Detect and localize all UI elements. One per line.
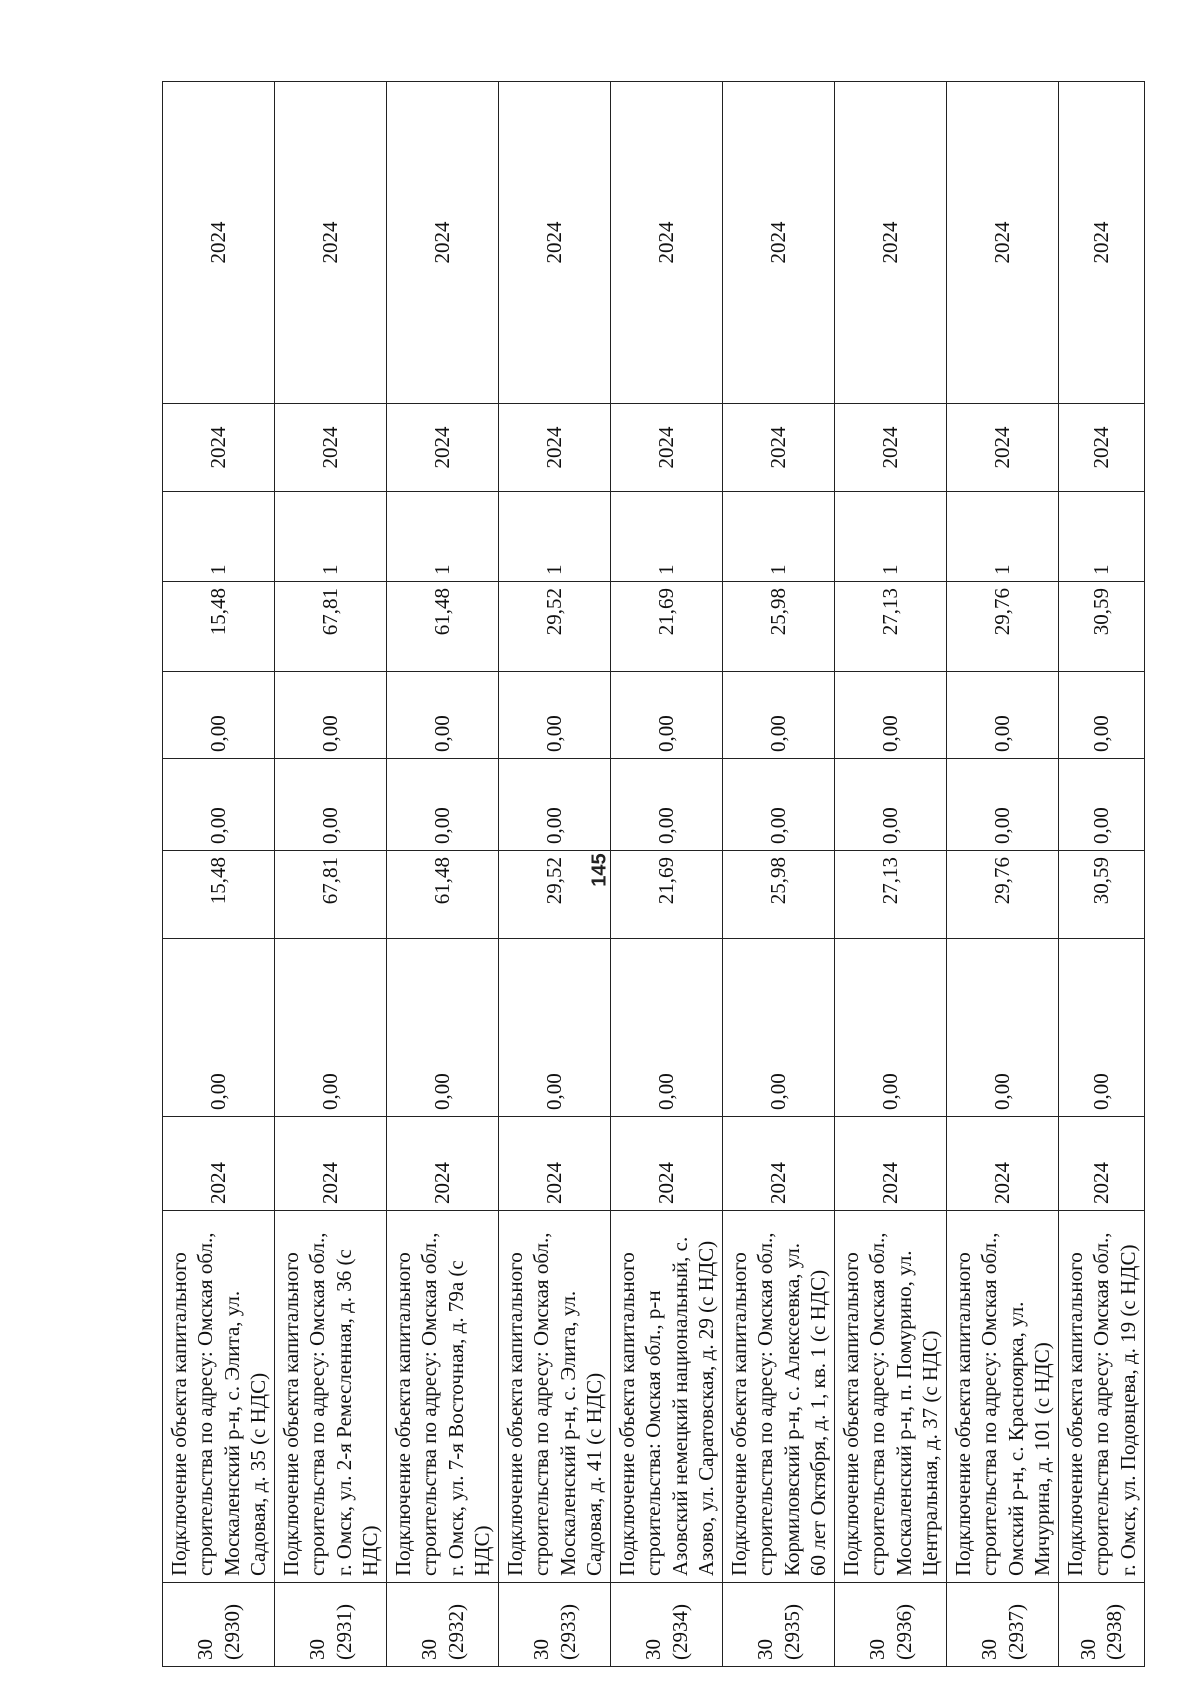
year-b-cell: 2024 [387, 82, 499, 404]
description-cell: Подключение объекта капитального строительства по адресу: Омская обл., Кормиловский р-н, с. Алексеевка, ул. 60 лет Октября, д. 1, кв. 1 (с НДС) [723, 1211, 835, 1583]
count-cell: 1 [611, 492, 723, 582]
row-number: 30 [977, 1639, 1002, 1660]
row-number-cell [723, 1583, 835, 1667]
table-body [163, 82, 1145, 1667]
year-a-cell: 2024 [611, 404, 723, 492]
value-4-cell: 0,00 [947, 672, 1059, 759]
value-1-cell: 0,00 [387, 939, 499, 1117]
row-number: 30 [641, 1639, 666, 1660]
value-1-cell: 0,00 [611, 939, 723, 1117]
value-2-cell: 29,76 [947, 851, 1059, 939]
value-5-cell: 29,76 [947, 582, 1059, 672]
row-number-cell [275, 1583, 387, 1667]
row-number: 30 [753, 1639, 778, 1660]
table-row [611, 82, 723, 1667]
row-number: 30 [529, 1639, 554, 1660]
value-1-cell: 0,00 [1059, 939, 1145, 1117]
value-2-cell: 29,52 [499, 851, 611, 939]
value-3-cell: 0,00 [163, 759, 275, 851]
data-table [162, 81, 1145, 1667]
year-start-cell: 2024 [1059, 1117, 1145, 1211]
row-code: (2934) [667, 1604, 692, 1660]
year-b-cell: 2024 [947, 82, 1059, 404]
value-3-cell: 0,00 [275, 759, 387, 851]
page-number: 145 [588, 853, 611, 887]
year-start-cell: 2024 [275, 1117, 387, 1211]
value-5-cell: 27,13 [835, 582, 947, 672]
row-number-cell [499, 1583, 611, 1667]
value-1-cell: 0,00 [947, 939, 1059, 1117]
table-row [387, 82, 499, 1667]
year-start-cell: 2024 [387, 1117, 499, 1211]
description-cell: Подключение объекта капитального строительства по адресу: Омская обл., г. Омск, ул. 7-я Восточная, д. 79а (с НДС) [387, 1211, 499, 1583]
value-1-cell: 0,00 [275, 939, 387, 1117]
value-5-cell: 61,48 [387, 582, 499, 672]
row-number-cell [1059, 1583, 1145, 1667]
row-code: (2938) [1102, 1604, 1127, 1660]
year-b-cell: 2024 [1059, 82, 1145, 404]
value-5-cell: 21,69 [611, 582, 723, 672]
year-b-cell: 2024 [275, 82, 387, 404]
rotated-table-container [162, 82, 1140, 1667]
value-3-cell: 0,00 [611, 759, 723, 851]
count-cell: 1 [499, 492, 611, 582]
value-2-cell: 25,98 [723, 851, 835, 939]
row-code: (2931) [331, 1604, 356, 1660]
year-b-cell: 2024 [499, 82, 611, 404]
year-start-cell: 2024 [499, 1117, 611, 1211]
value-3-cell: 0,00 [723, 759, 835, 851]
count-cell: 1 [387, 492, 499, 582]
description-cell: Подключение объекта капитального строительства по адресу: Омская обл., Москаленский р-н, с. Элита, ул. Садовая, д. 41 (с НДС) [499, 1211, 611, 1583]
value-5-cell: 25,98 [723, 582, 835, 672]
year-a-cell: 2024 [499, 404, 611, 492]
count-cell: 1 [1059, 492, 1145, 582]
table-row [947, 82, 1059, 1667]
table-row [835, 82, 947, 1667]
row-number-cell [835, 1583, 947, 1667]
value-4-cell: 0,00 [499, 672, 611, 759]
value-4-cell: 0,00 [835, 672, 947, 759]
value-4-cell: 0,00 [723, 672, 835, 759]
year-a-cell: 2024 [835, 404, 947, 492]
year-a-cell: 2024 [275, 404, 387, 492]
table-row [499, 82, 611, 1667]
value-5-cell: 30,59 [1059, 582, 1145, 672]
row-code: (2933) [555, 1604, 580, 1660]
description-cell: Подключение объекта капитального строительства по адресу: Омская обл., Омский р-н, с. Красноярка, ул. Мичурина, д. 101 (с НДС) [947, 1211, 1059, 1583]
value-2-cell: 30,59 [1059, 851, 1145, 939]
row-number-cell [387, 1583, 499, 1667]
count-cell: 1 [275, 492, 387, 582]
year-a-cell: 2024 [163, 404, 275, 492]
row-code: (2937) [1003, 1604, 1028, 1660]
description-cell: Подключение объекта капитального строительства по адресу: Омская обл., Москаленский р-н, с. Элита, ул. Садовая, д. 35 (с НДС) [163, 1211, 275, 1583]
year-b-cell: 2024 [611, 82, 723, 404]
value-3-cell: 0,00 [947, 759, 1059, 851]
row-code: (2935) [779, 1604, 804, 1660]
count-cell: 1 [723, 492, 835, 582]
table-row [1059, 82, 1145, 1667]
description-cell: Подключение объекта капитального строительства по адресу: Омская обл., г. Омск, ул. 2-я Ремесленная, д. 36 (с НДС) [275, 1211, 387, 1583]
table-row [163, 82, 275, 1667]
count-cell: 1 [163, 492, 275, 582]
count-cell: 1 [947, 492, 1059, 582]
value-2-cell: 21,69 [611, 851, 723, 939]
row-number: 30 [417, 1639, 442, 1660]
year-start-cell: 2024 [947, 1117, 1059, 1211]
value-1-cell: 0,00 [163, 939, 275, 1117]
row-number: 30 [865, 1639, 890, 1660]
year-start-cell: 2024 [163, 1117, 275, 1211]
year-b-cell: 2024 [723, 82, 835, 404]
value-2-cell: 67,81 [275, 851, 387, 939]
value-2-cell: 27,13 [835, 851, 947, 939]
value-5-cell: 67,81 [275, 582, 387, 672]
description-cell: Подключение объекта капитального строительства: Омская обл., р-н Азовский немецкий национальный, с. Азово, ул. Саратовская, д. 29 (с НДС) [611, 1211, 723, 1583]
value-1-cell: 0,00 [835, 939, 947, 1117]
row-number-cell [947, 1583, 1059, 1667]
description-cell: Подключение объекта капитального строительства по адресу: Омская обл., г. Омск, ул. Подовцева, д. 19 (с НДС) [1059, 1211, 1145, 1583]
table-row [275, 82, 387, 1667]
value-4-cell: 0,00 [387, 672, 499, 759]
year-start-cell: 2024 [723, 1117, 835, 1211]
row-number: 30 [1076, 1639, 1101, 1660]
row-code: (2932) [443, 1604, 468, 1660]
value-2-cell: 61,48 [387, 851, 499, 939]
value-4-cell: 0,00 [611, 672, 723, 759]
year-a-cell: 2024 [947, 404, 1059, 492]
value-2-cell: 15,48 [163, 851, 275, 939]
row-number-cell [163, 1583, 275, 1667]
value-3-cell: 0,00 [499, 759, 611, 851]
year-b-cell: 2024 [835, 82, 947, 404]
year-b-cell: 2024 [163, 82, 275, 404]
table-row [723, 82, 835, 1667]
value-3-cell: 0,00 [1059, 759, 1145, 851]
year-start-cell: 2024 [611, 1117, 723, 1211]
year-a-cell: 2024 [1059, 404, 1145, 492]
year-start-cell: 2024 [835, 1117, 947, 1211]
row-number: 30 [305, 1639, 330, 1660]
year-a-cell: 2024 [723, 404, 835, 492]
row-code: (2930) [219, 1604, 244, 1660]
value-4-cell: 0,00 [163, 672, 275, 759]
value-3-cell: 0,00 [835, 759, 947, 851]
count-cell: 1 [835, 492, 947, 582]
row-number: 30 [193, 1639, 218, 1660]
value-4-cell: 0,00 [275, 672, 387, 759]
value-1-cell: 0,00 [723, 939, 835, 1117]
value-5-cell: 15,48 [163, 582, 275, 672]
row-code: (2936) [891, 1604, 916, 1660]
description-cell: Подключение объекта капитального строительства по адресу: Омская обл., Москаленский р-н, п. Помурино, ул. Центральная, д. 37 (с НДС) [835, 1211, 947, 1583]
year-a-cell: 2024 [387, 404, 499, 492]
value-1-cell: 0,00 [499, 939, 611, 1117]
value-4-cell: 0,00 [1059, 672, 1145, 759]
value-3-cell: 0,00 [387, 759, 499, 851]
value-5-cell: 29,52 [499, 582, 611, 672]
row-number-cell [611, 1583, 723, 1667]
